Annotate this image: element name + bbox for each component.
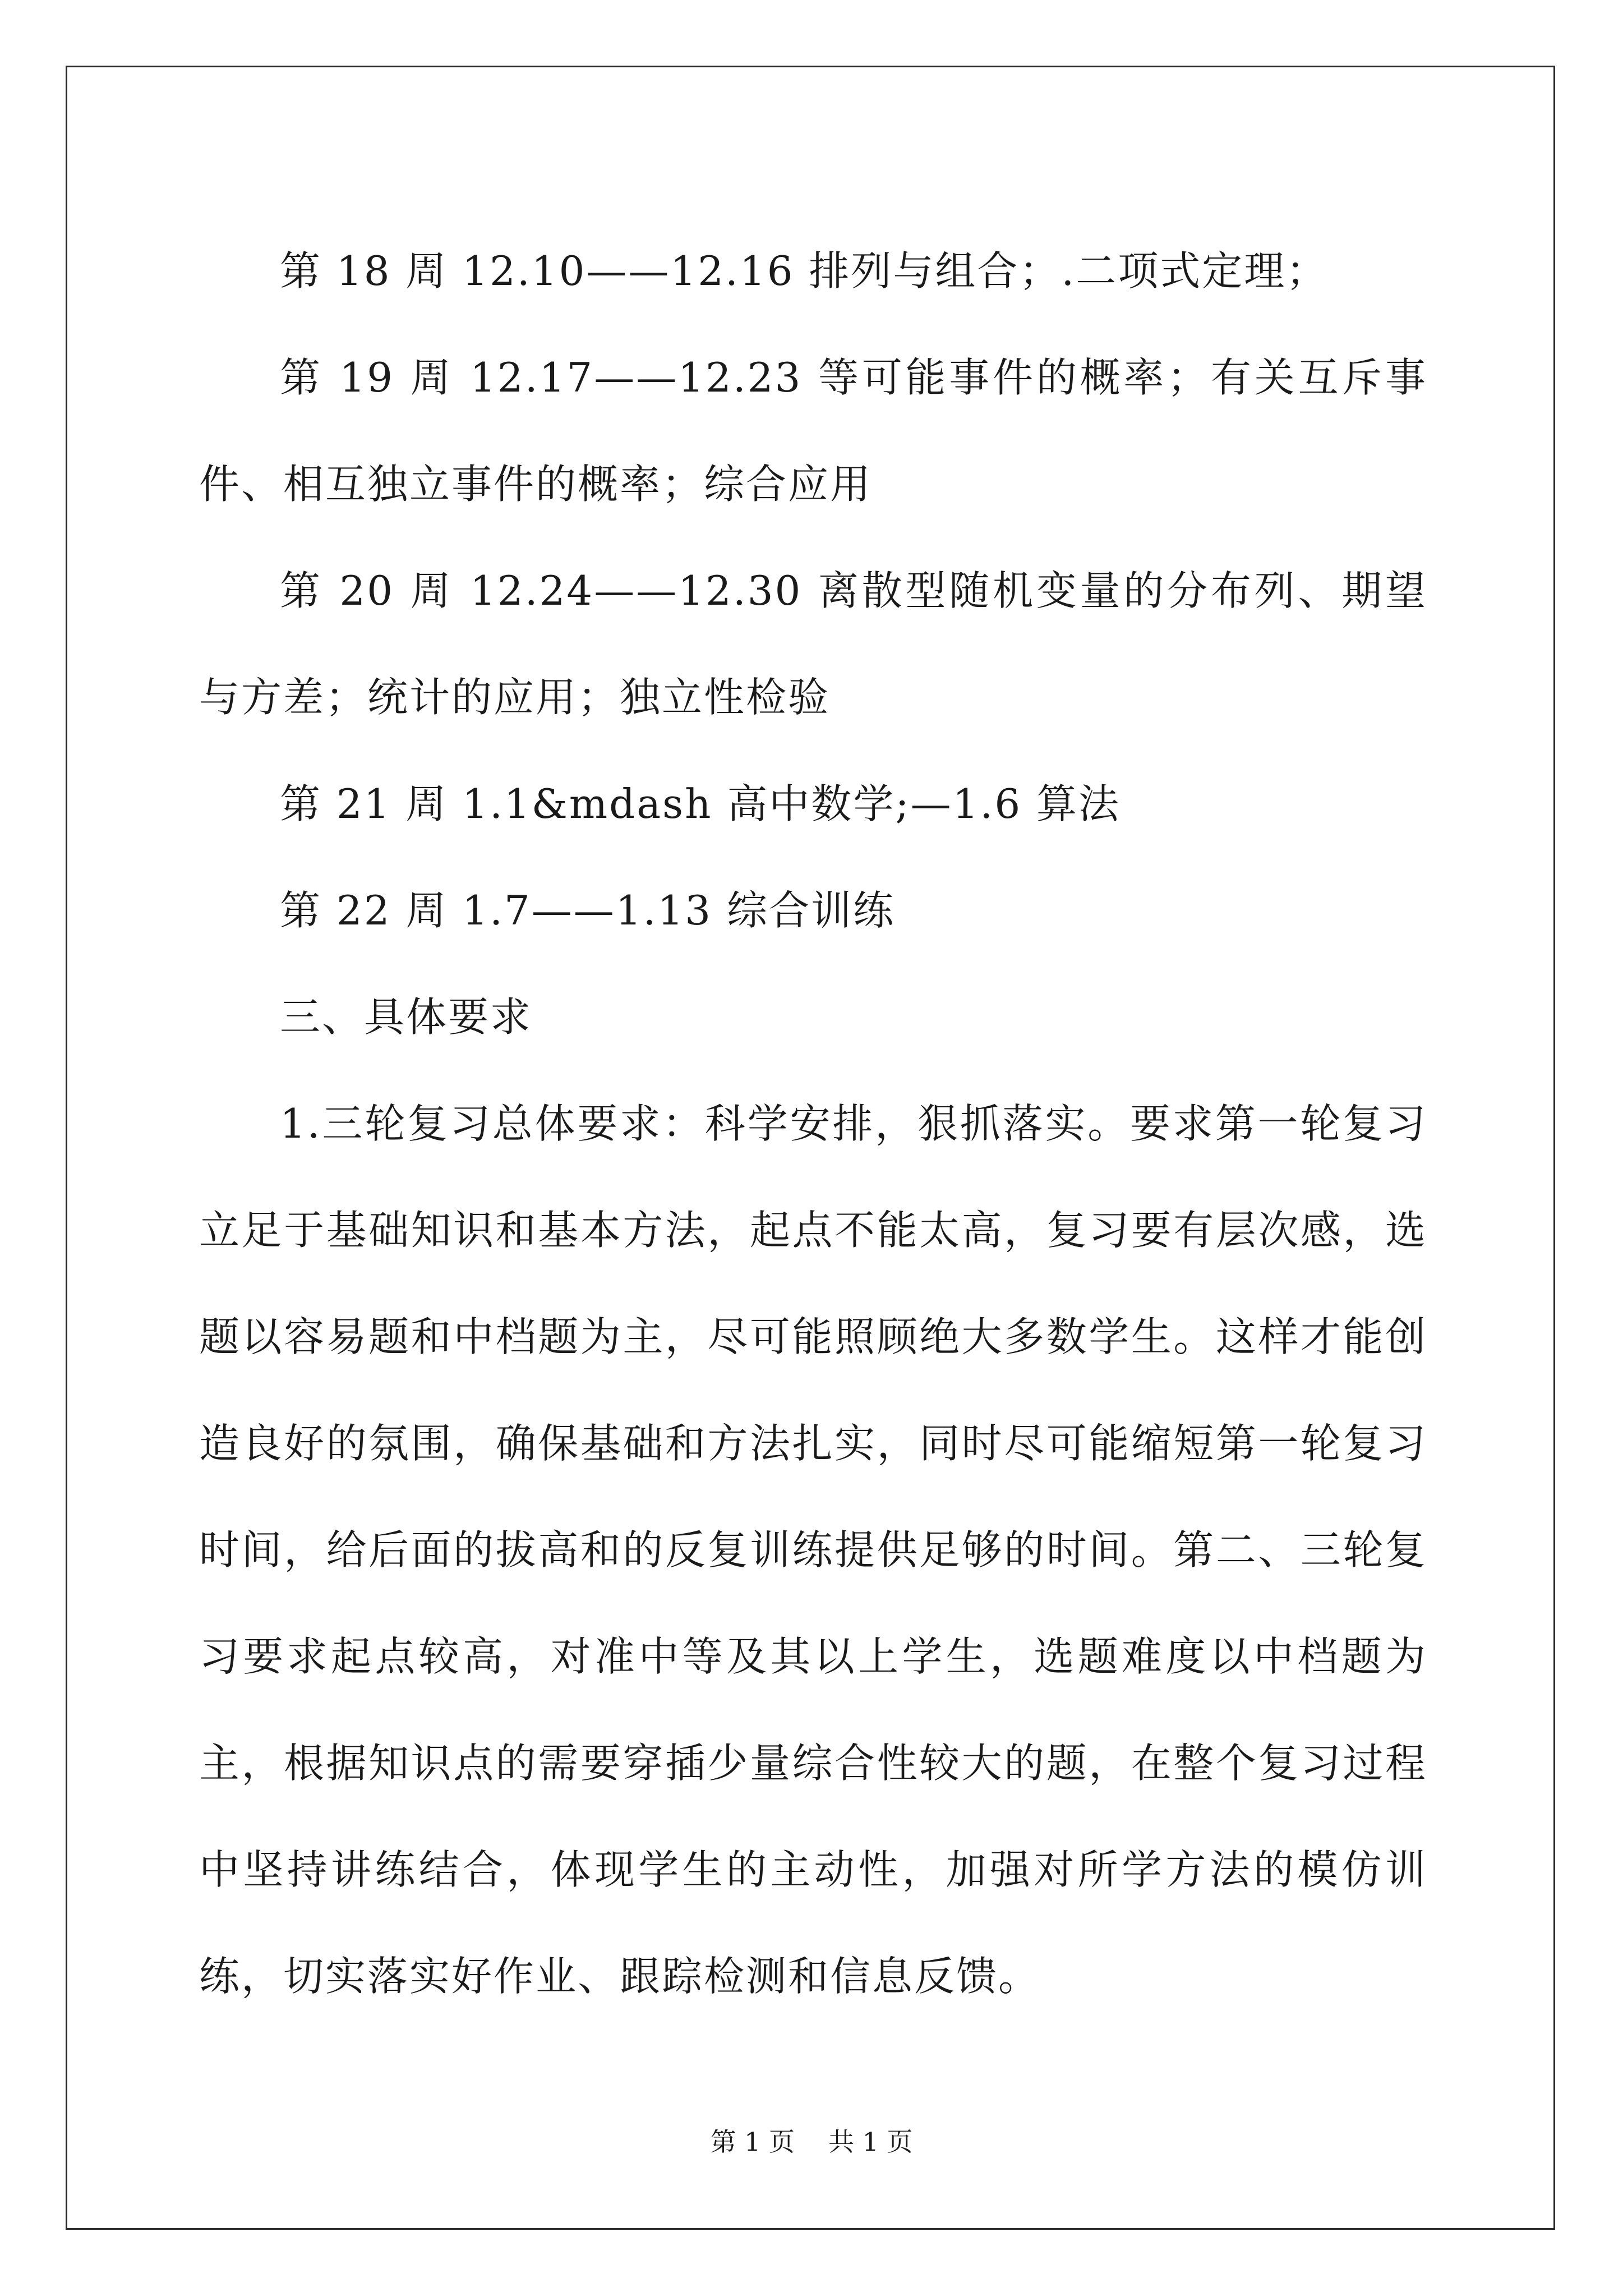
section-heading-requirements: 三、具体要求: [280, 993, 533, 1041]
document-body: [199, 218, 1427, 2030]
paragraph-week-22: 第 22 周 1.7——1.13 综合训练: [280, 887, 895, 934]
page-total: 共 1 页: [828, 2127, 913, 2157]
paragraph-requirement-1: 1.三轮复习总体要求：科学安排，狠抓落实。要求第一轮复习立足于基础知识和基本方法，起点不能太高，复习要有层次感，选题以容易题和中档题为主，尽可能照顾绝大多数学生。这样才能创造良好的氛围，确保基础和方法扎实，同时尽可能缩短第一轮复习时间，给后面的拔高和的反复训练提供足够的时间。第二、三轮复习要求起点较高，对准中等及其以上学生，选题难度以中档题为主，根据知识点的需要穿插少量综合性较大的题，在整个复习过程中坚持讲练结合，体现学生的主动性，加强对所学方法的模仿训练，切实落实好作业、跟踪检测和信息反馈。: [199, 1100, 1427, 2000]
paragraph-week-19: 第 19 周 12.17——12.23 等可能事件的概率；有关互斥事件、相互独立事件的概率；综合应用: [199, 354, 1427, 508]
paragraph-week-18: 第 18 周 12.10——12.16 排列与组合；.二项式定理；: [280, 247, 1329, 295]
page-footer: [0, 2125, 1623, 2159]
paragraph-week-21: 第 21 周 1.1&mdash 高中数学;—1.6 算法: [280, 780, 1121, 827]
page-number: 第 1 页: [710, 2127, 795, 2157]
paragraph-week-20: 第 20 周 12.24——12.30 离散型随机变量的分布列、期望与方差；统计的应用；独立性检验: [199, 567, 1427, 721]
